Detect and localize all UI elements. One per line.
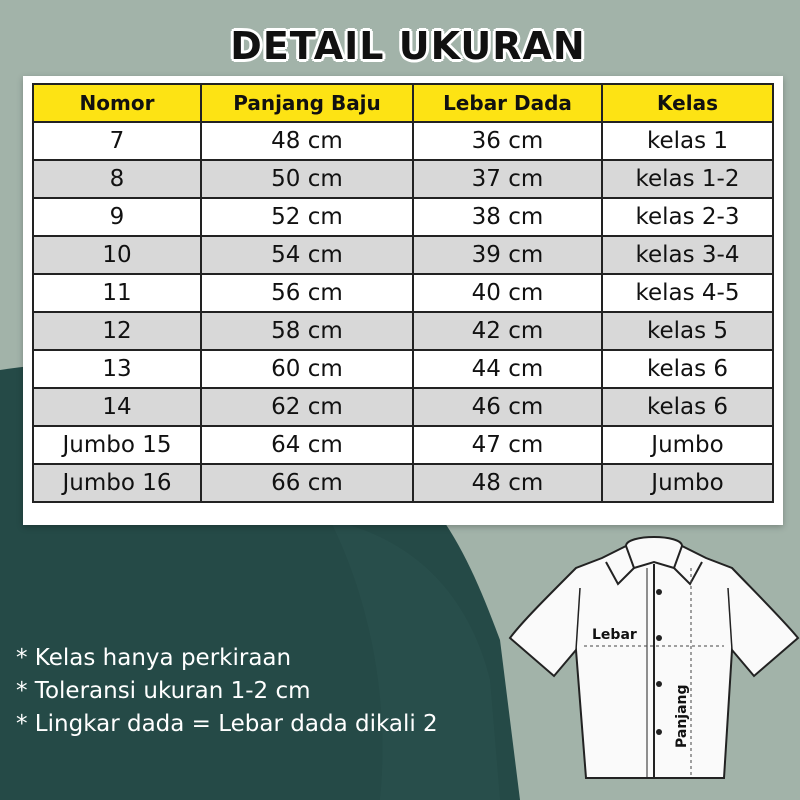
cell-lebar: 38 cm xyxy=(413,198,602,236)
header-nomor: Nomor xyxy=(33,84,201,122)
cell-kelas: Jumbo xyxy=(602,426,773,464)
cell-lebar: 44 cm xyxy=(413,350,602,388)
cell-nomor: 14 xyxy=(33,388,201,426)
cell-lebar: 48 cm xyxy=(413,464,602,502)
table-row xyxy=(33,312,773,350)
cell-lebar: 42 cm xyxy=(413,312,602,350)
cell-nomor: 10 xyxy=(33,236,201,274)
cell-nomor: 7 xyxy=(33,122,201,160)
shirt-diagram xyxy=(506,528,800,788)
table-row xyxy=(33,274,773,312)
table-header-row xyxy=(33,84,773,122)
cell-kelas: kelas 6 xyxy=(602,388,773,426)
header-kelas: Kelas xyxy=(602,84,773,122)
cell-kelas: kelas 1-2 xyxy=(602,160,773,198)
cell-kelas: kelas 5 xyxy=(602,312,773,350)
cell-panjang: 64 cm xyxy=(201,426,413,464)
page-title: DETAIL UKURAN xyxy=(230,24,586,68)
cell-lebar: 40 cm xyxy=(413,274,602,312)
header-lebar-dada: Lebar Dada xyxy=(413,84,602,122)
length-label: Panjang xyxy=(674,684,690,748)
table-row xyxy=(33,426,773,464)
cell-nomor: 8 xyxy=(33,160,201,198)
width-label: Lebar xyxy=(592,627,637,643)
cell-lebar: 37 cm xyxy=(413,160,602,198)
cell-kelas: kelas 2-3 xyxy=(602,198,773,236)
table-row xyxy=(33,236,773,274)
cell-lebar: 46 cm xyxy=(413,388,602,426)
note-lingkar-dada: * Lingkar dada = Lebar dada dikali 2 xyxy=(16,711,438,737)
table-row xyxy=(33,198,773,236)
table-row xyxy=(33,350,773,388)
cell-nomor: 9 xyxy=(33,198,201,236)
cell-nomor: Jumbo 16 xyxy=(33,464,201,502)
cell-lebar: 36 cm xyxy=(413,122,602,160)
size-table-card xyxy=(23,76,783,525)
cell-panjang: 52 cm xyxy=(201,198,413,236)
cell-kelas: kelas 3-4 xyxy=(602,236,773,274)
table-row xyxy=(33,464,773,502)
cell-panjang: 58 cm xyxy=(201,312,413,350)
cell-lebar: 47 cm xyxy=(413,426,602,464)
cell-kelas: kelas 1 xyxy=(602,122,773,160)
cell-kelas: Jumbo xyxy=(602,464,773,502)
table-row xyxy=(33,388,773,426)
cell-panjang: 66 cm xyxy=(201,464,413,502)
cell-nomor: 12 xyxy=(33,312,201,350)
cell-nomor: Jumbo 15 xyxy=(33,426,201,464)
header-panjang-baju: Panjang Baju xyxy=(201,84,413,122)
cell-panjang: 50 cm xyxy=(201,160,413,198)
cell-nomor: 11 xyxy=(33,274,201,312)
table-row xyxy=(33,160,773,198)
cell-panjang: 62 cm xyxy=(201,388,413,426)
cell-panjang: 56 cm xyxy=(201,274,413,312)
note-toleransi: * Toleransi ukuran 1-2 cm xyxy=(16,678,311,704)
cell-nomor: 13 xyxy=(33,350,201,388)
cell-panjang: 54 cm xyxy=(201,236,413,274)
notes xyxy=(16,642,438,741)
cell-panjang: 48 cm xyxy=(201,122,413,160)
note-kelas: * Kelas hanya perkiraan xyxy=(16,645,292,671)
cell-panjang: 60 cm xyxy=(201,350,413,388)
table-row xyxy=(33,122,773,160)
cell-kelas: kelas 4-5 xyxy=(602,274,773,312)
cell-kelas: kelas 6 xyxy=(602,350,773,388)
cell-lebar: 39 cm xyxy=(413,236,602,274)
size-table xyxy=(32,83,774,503)
